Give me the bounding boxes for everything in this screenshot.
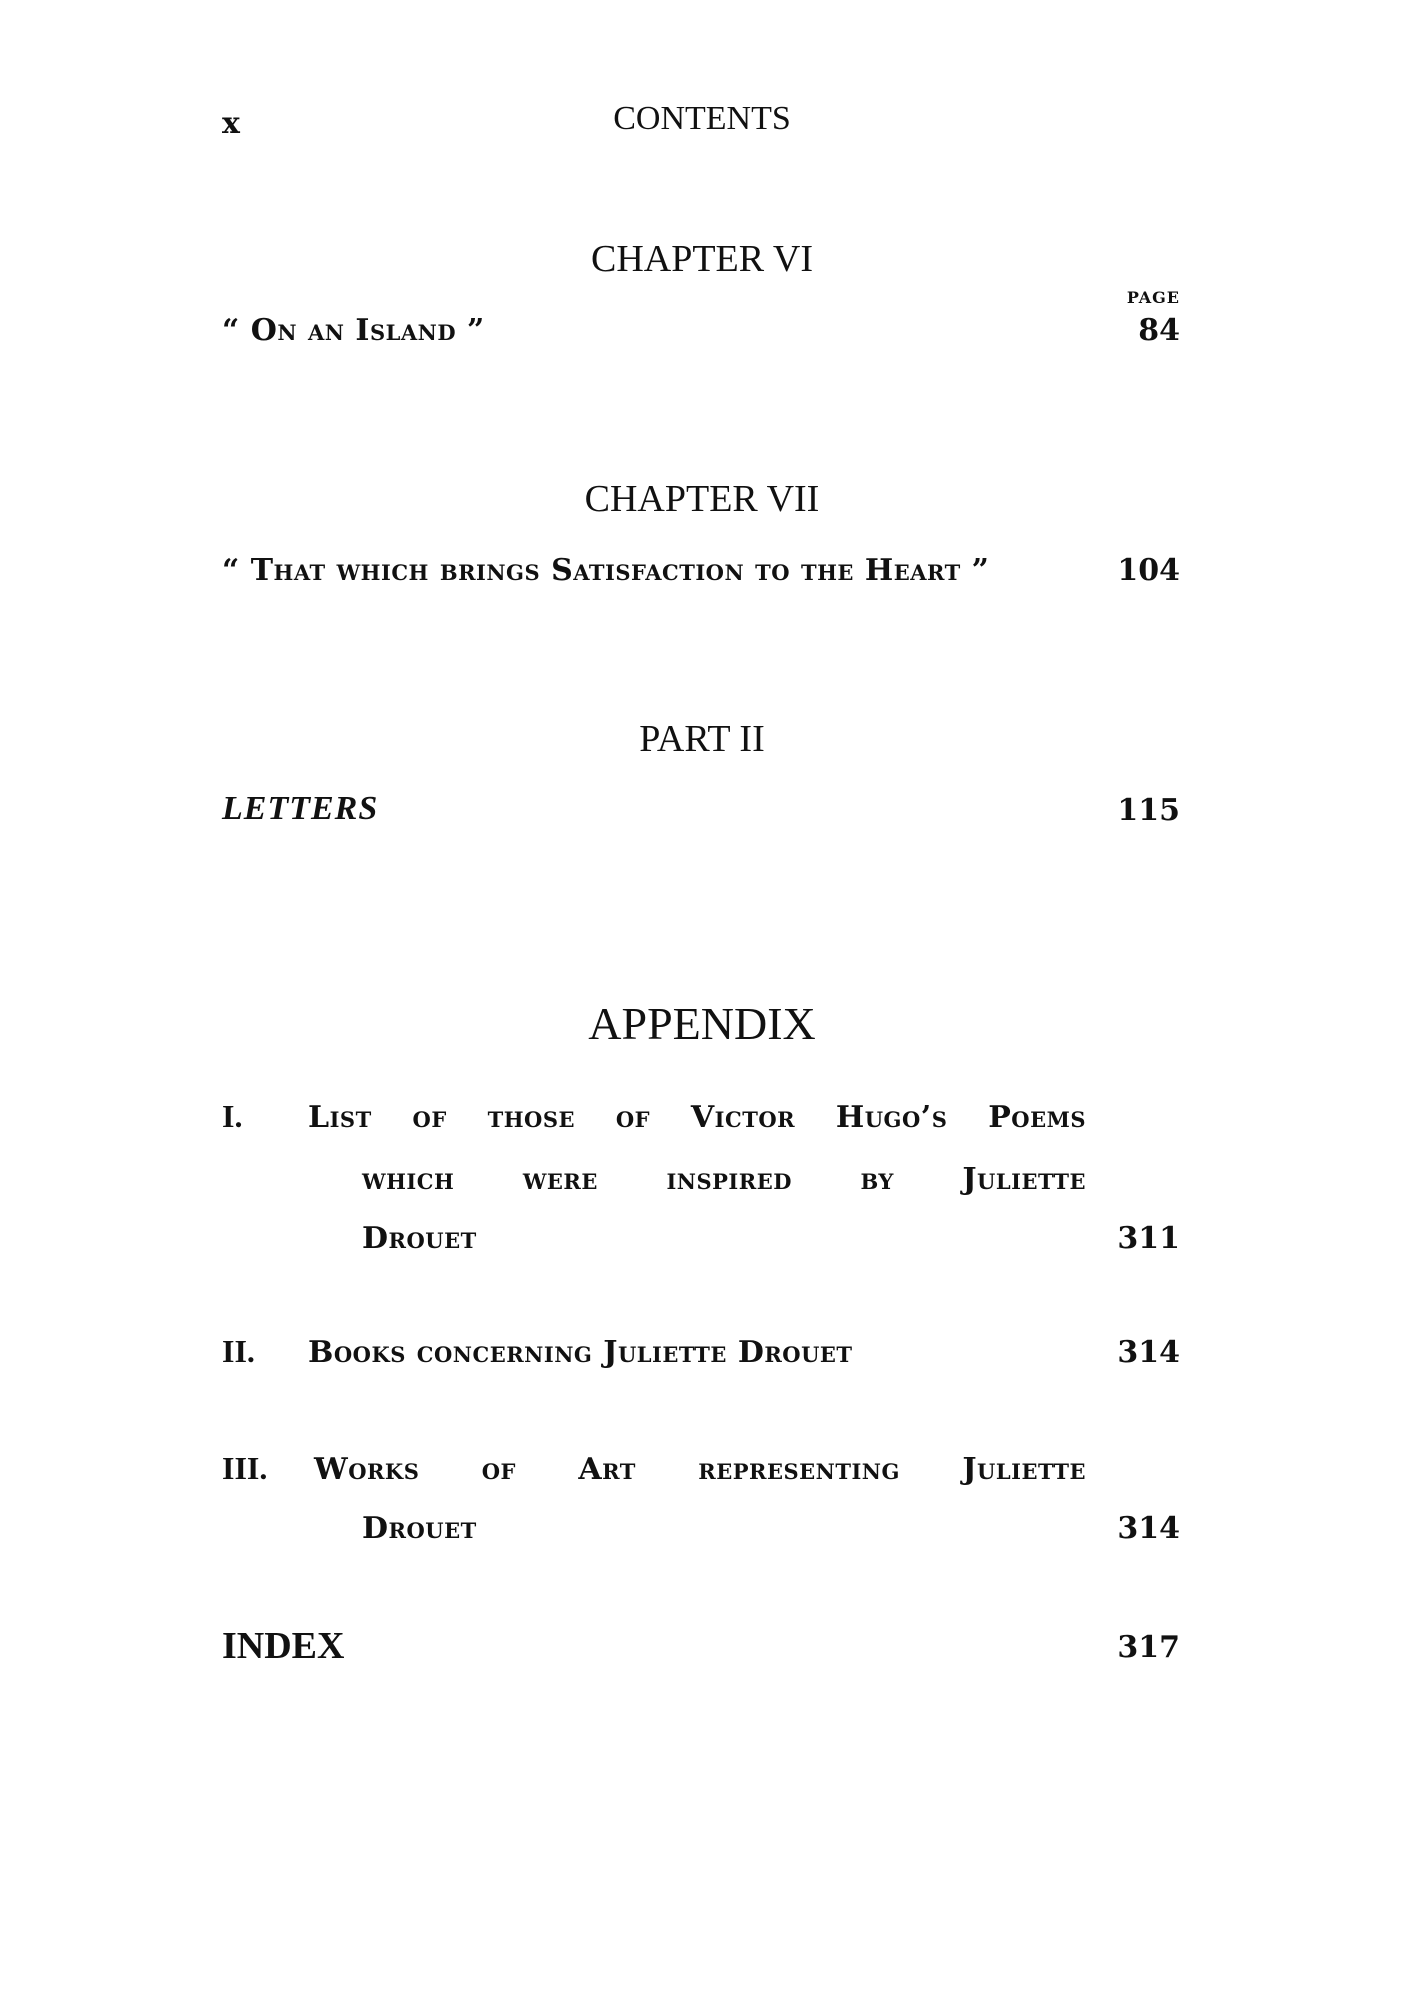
appendix-item-1-numeral: I. xyxy=(222,1098,243,1134)
index-page: 317 xyxy=(1117,1630,1180,1665)
appendix-item-1-line-2 xyxy=(362,1162,1086,1197)
appendix-heading: APPENDIX xyxy=(588,998,816,1049)
appendix-item-3-numeral: III. xyxy=(222,1450,268,1486)
appendix-item-2-page: 314 xyxy=(1117,1335,1180,1370)
appendix-item-3-line-2: Drouet xyxy=(362,1511,477,1546)
word: of xyxy=(412,1100,447,1135)
word: Victor xyxy=(690,1100,796,1135)
chapter-7-heading: CHAPTER VII xyxy=(584,478,820,520)
word: inspired xyxy=(666,1162,792,1197)
chapter-6-page: 84 xyxy=(1138,313,1180,348)
page-column-label: PAGE xyxy=(1126,288,1180,307)
word: of xyxy=(615,1100,651,1135)
chapter-6-title: “ On an Island ” xyxy=(222,313,485,348)
part-2-heading: PART II xyxy=(639,718,765,760)
word: Hugo’s xyxy=(835,1100,948,1135)
word: Juliette xyxy=(962,1162,1086,1197)
appendix-item-3-line-1 xyxy=(314,1452,1086,1487)
word: Art xyxy=(578,1452,636,1487)
appendix-item-3-page: 314 xyxy=(1117,1511,1180,1546)
word: Poems xyxy=(988,1100,1086,1135)
running-head-title: CONTENTS xyxy=(613,100,791,137)
appendix-item-1-page: 311 xyxy=(1117,1221,1180,1256)
appendix-item-1-line-1 xyxy=(308,1100,1086,1135)
word: which xyxy=(362,1162,455,1197)
chapter-7-page: 104 xyxy=(1117,553,1180,588)
word: Juliette xyxy=(962,1452,1086,1487)
part-2-page: 115 xyxy=(1117,793,1180,828)
part-2-title: LETTERS xyxy=(222,790,379,827)
word: List xyxy=(308,1100,372,1135)
appendix-item-1-line-3: Drouet xyxy=(362,1221,477,1256)
word: Works xyxy=(314,1452,420,1487)
word: by xyxy=(860,1162,894,1197)
chapter-7-title: “ That which brings Satisfaction to the Heart ” xyxy=(222,553,990,588)
folio-numeral: x xyxy=(222,106,240,141)
word: representing xyxy=(698,1452,900,1487)
chapter-6-heading: CHAPTER VI xyxy=(590,238,814,280)
word: of xyxy=(481,1452,516,1487)
appendix-item-2-numeral: II. xyxy=(222,1333,255,1369)
index-label: INDEX xyxy=(222,1625,345,1667)
word: were xyxy=(522,1162,598,1197)
word: those xyxy=(487,1100,576,1135)
appendix-item-2-title: Books concerning Juliette Drouet xyxy=(308,1335,853,1370)
